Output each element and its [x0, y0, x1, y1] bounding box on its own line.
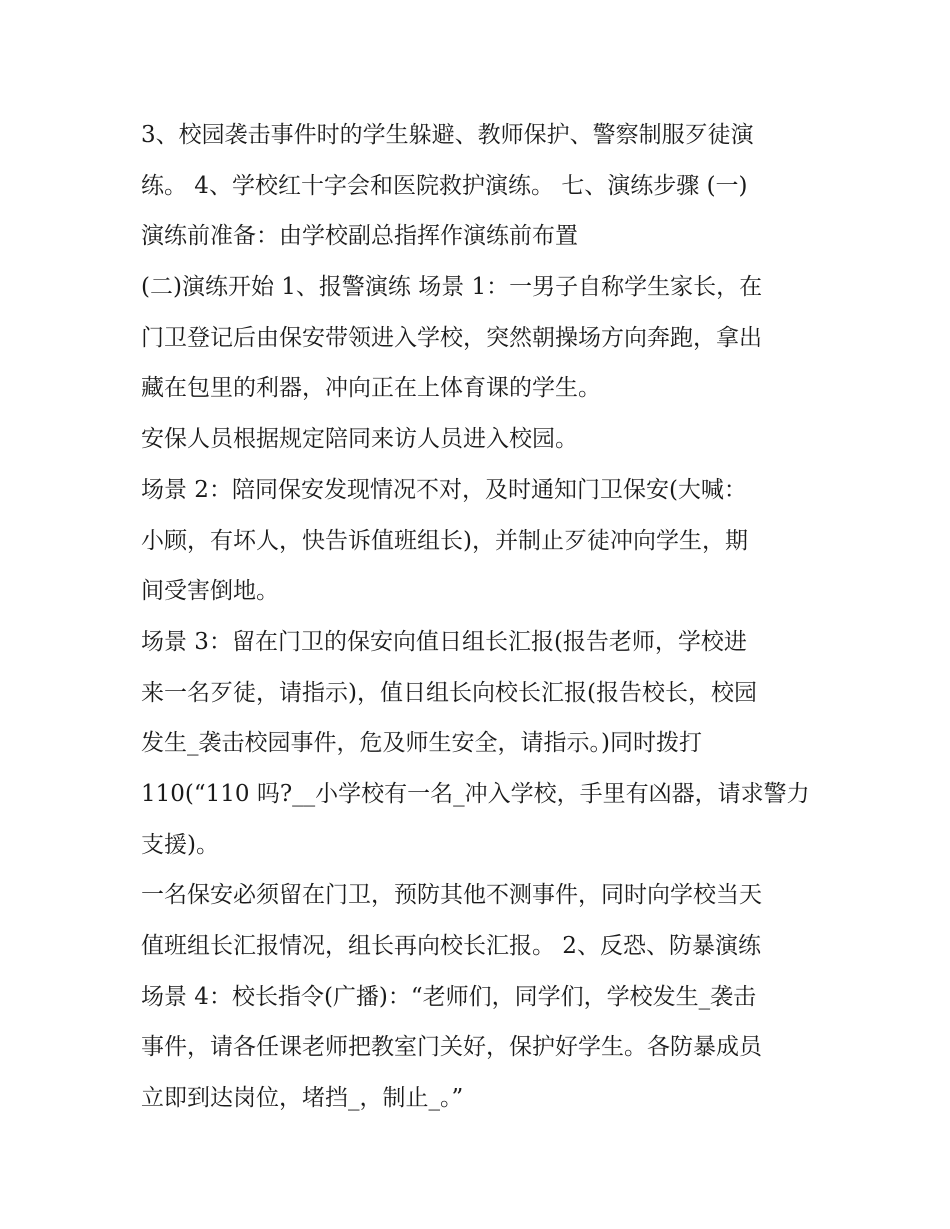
text-line: 来一名歹徒，请指示)，值日组长向校长汇报(报告校长，校园 — [141, 679, 757, 706]
text-line: 门卫登记后由保安带领进入学校，突然朝操场方向奔跑，拿出 — [141, 324, 762, 351]
text-line: 支援)。 — [141, 831, 219, 858]
text-line: 场景 2：陪同保安发现情况不对，及时通知门卫保安(大喊： — [141, 476, 747, 503]
document-body — [141, 110, 821, 1124]
text-line: 藏在包里的利器，冲向正在上体育课的学生。 — [141, 375, 601, 402]
text-line: 小顾，有坏人，快告诉值班组长)，并制止歹徒冲向学生，期 — [141, 527, 748, 554]
text-line: 值班组长汇报情况，组长再向校长汇报。 2、反恐、防暴演练 — [141, 933, 761, 959]
text-line: 3、校园袭击事件时的学生躲避、教师保护、警察制服歹徒演 — [141, 122, 754, 148]
text-line: 安保人员根据规定陪同来访人员进入校园。 — [141, 426, 578, 453]
text-line: 事件，请各任课老师把教室门关好，保护好学生。各防暴成员 — [141, 1034, 762, 1061]
text-line: 110(“110 吗?__小学校有一名_冲入学校，手里有凶器，请求警力 — [141, 780, 810, 807]
text-line: 练。 4、学校红十字会和医院救护演练。 七、演练步骤 (一) — [141, 172, 748, 199]
text-line: 一名保安必须留在门卫，预防其他不测事件，同时向学校当天 — [141, 882, 762, 909]
text-line: 间受害倒地。 — [141, 578, 279, 605]
text-line: 场景 4：校长指令(广播)：“老师们，同学们，学校发生_袭击 — [141, 983, 757, 1010]
text-line: (二)演练开始 1、报警演练 场景 1：一男子自称学生家长，在 — [141, 274, 763, 301]
text-line: 发生_袭击校园事件，危及师生安全，请指示。)同时拨打 — [141, 730, 702, 757]
text-line: 演练前准备：由学校副总指挥作演练前布置 — [141, 223, 578, 250]
text-line: 立即到达岗位，堵挡_，制止_。” — [141, 1085, 464, 1112]
text-line: 场景 3：留在门卫的保安向值日组长汇报(报告老师，学校进 — [141, 628, 747, 655]
